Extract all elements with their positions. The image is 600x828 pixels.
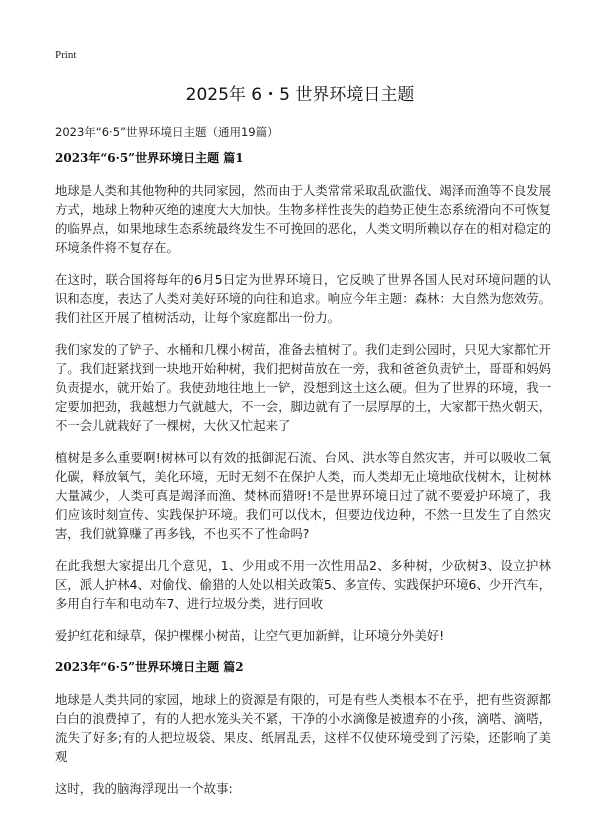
paragraph: 地球是人类共同的家园，地球上的资源是有限的，可是有些人类根本不在乎，把有些资源都白白的浪费掉了，有的人把水笼头关不紧，干净的小水滴像是被遗弃的小孩，滴嗒、滴嗒，流失了好多;有的人把垃圾袋、果皮、纸屑乱丢，这样不仅使环境受到了污染，还影响了美观 [55,692,551,764]
document-body [55,149,551,811]
paragraph: 植树是多么重要啊!树林可以有效的抵御泥石流、台风、洪水等自然灾害，并可以吸收二氧化碳，释放氧气，美化环境，无时无刻不在保护人类，而人类却无止境地砍伐树木，让树林大量减少，人类可真是竭泽而渔、焚林而猎呀!不是世界环境日过了就不要爱护环境了，我们应该时刻宣传、实践保护环境。我们可以伐木，但要边伐边种，不然一旦发生了自然灾害，我们就算赚了再多钱，不也买不了性命吗? [55,450,551,541]
paragraph: 地球是人类和其他物种的共同家园，然而由于人类常常采取乱砍滥伐、竭泽而渔等不良发展方式，地球上物种灭绝的速度大大加快。生物多样性丧失的趋势正使生态系统滑向不可恢复的临界点，如果地球生态系统最终发生不可挽回的恶化，人类文明所赖以存在的相对稳定的环境条件将不复存在。 [55,183,551,255]
paragraph: 在此我想大家提出几个意见，1、少用或不用一次性用品2、多种树，少砍树3、设立护林区，派人护林4、对偷伐、偷猎的人处以相关政策5、多宣传、实践保护环境6、少开汽车，多用自行车和电动车7、进行垃圾分类，进行回收 [55,558,551,611]
paragraph: 在这时，联合国将每年的6月5日定为世界环境日，它反映了世界各国人民对环境问题的认识和态度，表达了人类对美好环境的向往和追求。响应今年主题：森林：大自然为您效劳。我们社区开展了植树活动，让每个家庭都出一份力。 [55,272,551,325]
article-section [55,658,551,798]
print-label[interactable]: Print [55,49,77,61]
section-heading: 2023年“6·5”世界环境日主题 篇1 [55,151,244,165]
section-heading: 2023年“6·5”世界环境日主题 篇2 [55,660,244,674]
paragraph: 爱护红花和绿草，保护棵棵小树苗，让空气更加新鲜，让环境分外美好! [55,628,445,643]
paragraph: 这时，我的脑海浮现出一个故事: [55,781,233,796]
document-subtitle: 2023年“6·5”世界环境日主题（通用19篇） [55,125,279,139]
article-section [55,149,551,645]
paragraph: 我们家发的了铲子、水桶和几棵小树苗，准备去植树了。我们走到公园时，只见大家都忙开了。我们赶紧找到一块地开始种树，我们把树苗放在一旁，我和爸爸负责铲土，哥哥和妈妈负责提水，就开始了。我使劲地往地上一铲，没想到这土这么硬。但为了世界的环境，我一定要加把劲，我越想力气就越大，不一会，脚边就有了一层厚厚的土，大家都干热火朝天，不一会儿就栽好了一棵树，大伙又忙起来了 [55,342,551,433]
page-title: 2025年 6・5 世界环境日主题 [185,85,415,105]
